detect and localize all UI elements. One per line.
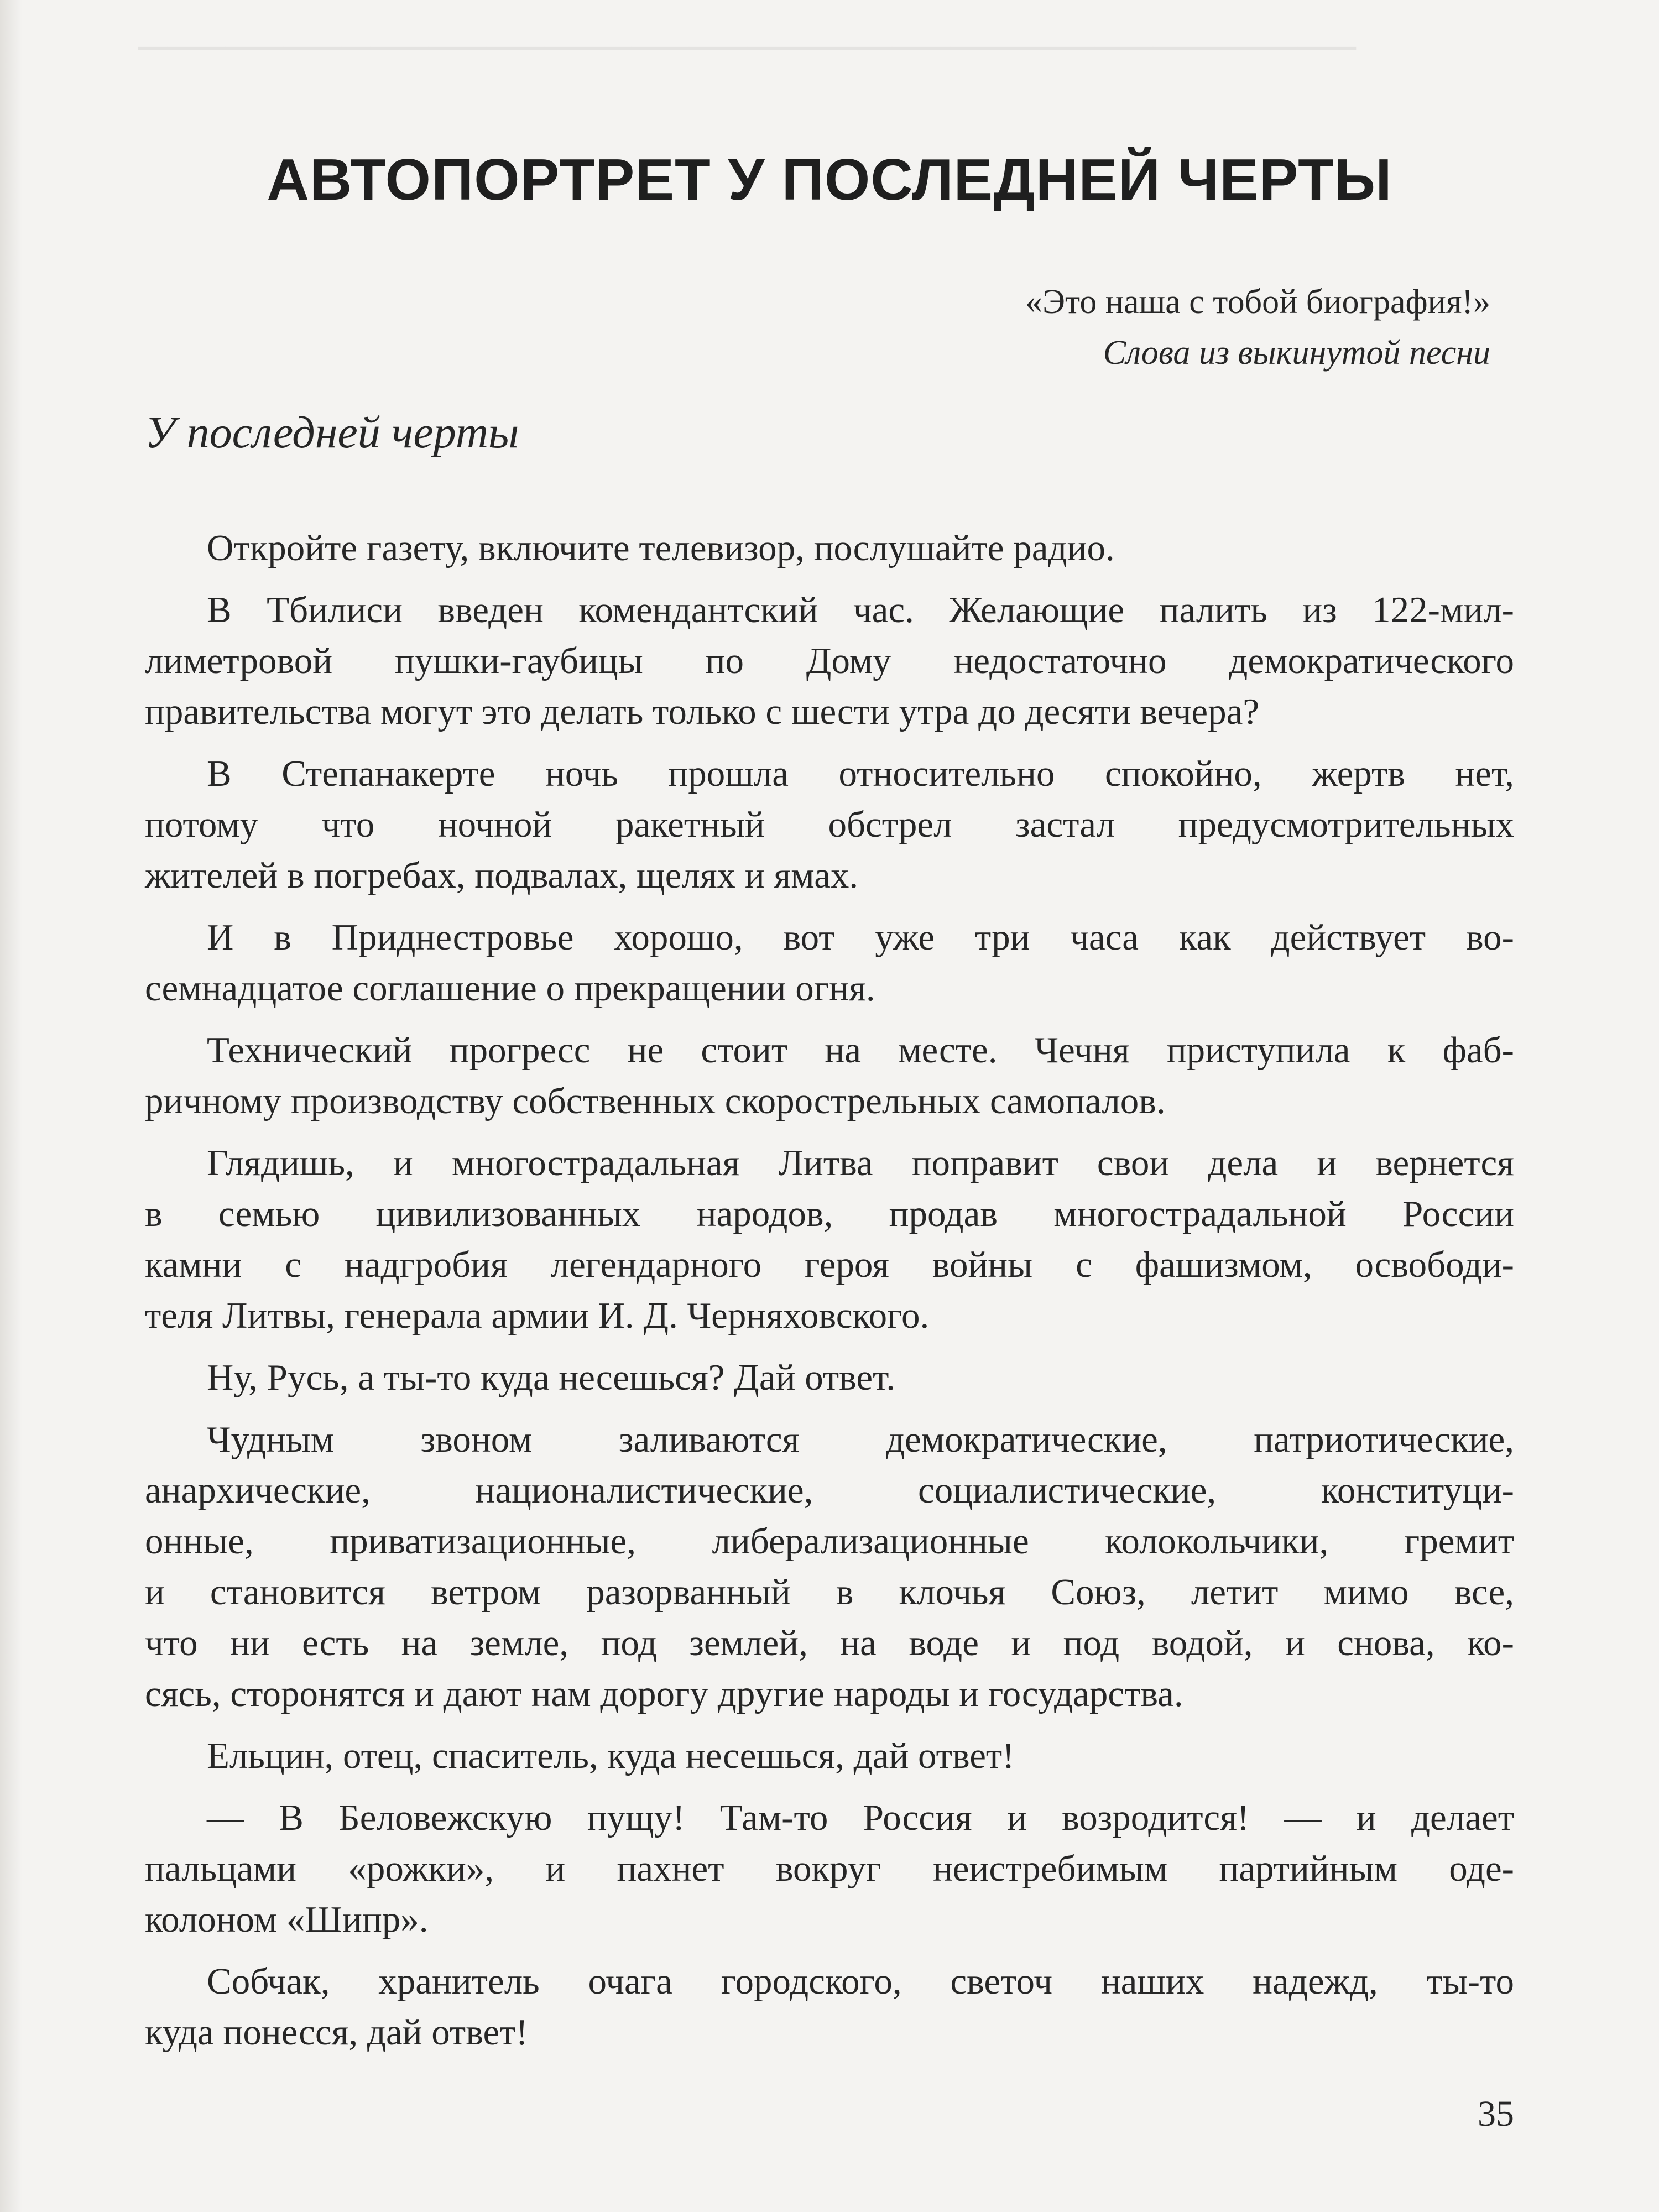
- paragraph: [145, 912, 1514, 1014]
- text-line: Чудным звоном заливаются демократические, патриотические,: [207, 1419, 1514, 1460]
- paragraph: [145, 523, 1514, 573]
- text-line: — В Беловежскую пущу! Там-то Россия и возродится! — и делает: [207, 1797, 1514, 1838]
- text-line: теля Литвы, генерала армии И. Д. Черняховского.: [145, 1295, 930, 1336]
- epigraph-quote: «Это наша с тобой биография!»: [1025, 283, 1490, 321]
- text-line: пальцами «рожки», и пахнет вокруг неистребимым партийным оде-: [145, 1848, 1514, 1889]
- text-line: сясь, сторонятся и дают нам дорогу другие народы и государства.: [145, 1673, 1183, 1714]
- paragraph: [145, 1956, 1514, 2058]
- paragraph: [145, 1025, 1514, 1126]
- epigraph: [1025, 276, 1490, 378]
- text-line: в семью цивилизованных народов, продав многострадальной России: [145, 1193, 1514, 1234]
- text-line: В Степанакерте ночь прошла относительно спокойно, жертв нет,: [207, 753, 1514, 794]
- text-line: Технический прогресс не стоит на месте. Чечня приступила к фаб-: [207, 1030, 1514, 1071]
- body-text: [145, 523, 1514, 2058]
- paragraph: [145, 585, 1514, 737]
- text-line: колоном «Шипр».: [145, 1899, 429, 1940]
- text-line: Ну, Русь, а ты-то куда несешься? Дай ответ.: [207, 1357, 896, 1398]
- scan-edge-shadow: [0, 0, 22, 2212]
- text-line: потому что ночной ракетный обстрел застал предусмотрительных: [145, 804, 1514, 845]
- text-line: анархические, националистические, социалистические, конституци-: [145, 1470, 1514, 1511]
- epigraph-source: Слова из выкинутой песни: [1103, 334, 1490, 372]
- text-line: жителей в погребах, подвалах, щелях и ямах.: [145, 855, 859, 896]
- page-number: 35: [1478, 2094, 1514, 2134]
- text-line: правительства могут это делать только с шести утра до десяти вечера?: [145, 691, 1260, 732]
- section-title: У последней черты: [145, 407, 519, 457]
- text-line: И в Приднестровье хорошо, вот уже три часа как действует во-: [207, 917, 1514, 958]
- text-line: Откройте газету, включите телевизор, послушайте радио.: [207, 528, 1115, 568]
- paragraph: [145, 1730, 1514, 1781]
- paragraph: [145, 1138, 1514, 1341]
- text-line: В Тбилиси введен комендантский час. Желающие палить из 122-мил-: [207, 589, 1514, 630]
- text-line: Ельцин, отец, спаситель, куда несешься, дай ответ!: [207, 1735, 1015, 1776]
- text-line: лиметровой пушки-гаубицы по Дому недостаточно демократического: [145, 640, 1514, 681]
- bleed-through-text: ──────────────────────────────────────────: [138, 25, 1357, 70]
- text-line: Собчак, хранитель очага городского, светоч наших надежд, ты-то: [207, 1961, 1514, 2002]
- text-line: камни с надгробия легендарного героя войны с фашизмом, освободи-: [145, 1244, 1514, 1285]
- text-line: и становится ветром разорванный в клочья Союз, летит мимо все,: [145, 1572, 1514, 1613]
- text-line: ричному производству собственных скорострельных самопалов.: [145, 1081, 1166, 1121]
- text-line: что ни есть на земле, под землей, на воде и под водой, и снова, ко-: [145, 1623, 1514, 1663]
- text-line: семнадцатое соглашение о прекращении огня.: [145, 968, 875, 1009]
- text-line: куда понесся, дай ответ!: [145, 2012, 528, 2053]
- text-line: Глядишь, и многострадальная Литва поправит свои дела и вернется: [207, 1142, 1514, 1183]
- paragraph: [145, 1792, 1514, 1945]
- chapter-title: АВТОПОРТРЕТ У ПОСЛЕДНЕЙ ЧЕРТЫ: [267, 147, 1392, 212]
- paragraph: [145, 1414, 1514, 1719]
- paragraph: [145, 748, 1514, 901]
- paragraph: [145, 1352, 1514, 1403]
- text-line: онные, приватизационные, либерализационные колокольчики, гремит: [145, 1521, 1514, 1562]
